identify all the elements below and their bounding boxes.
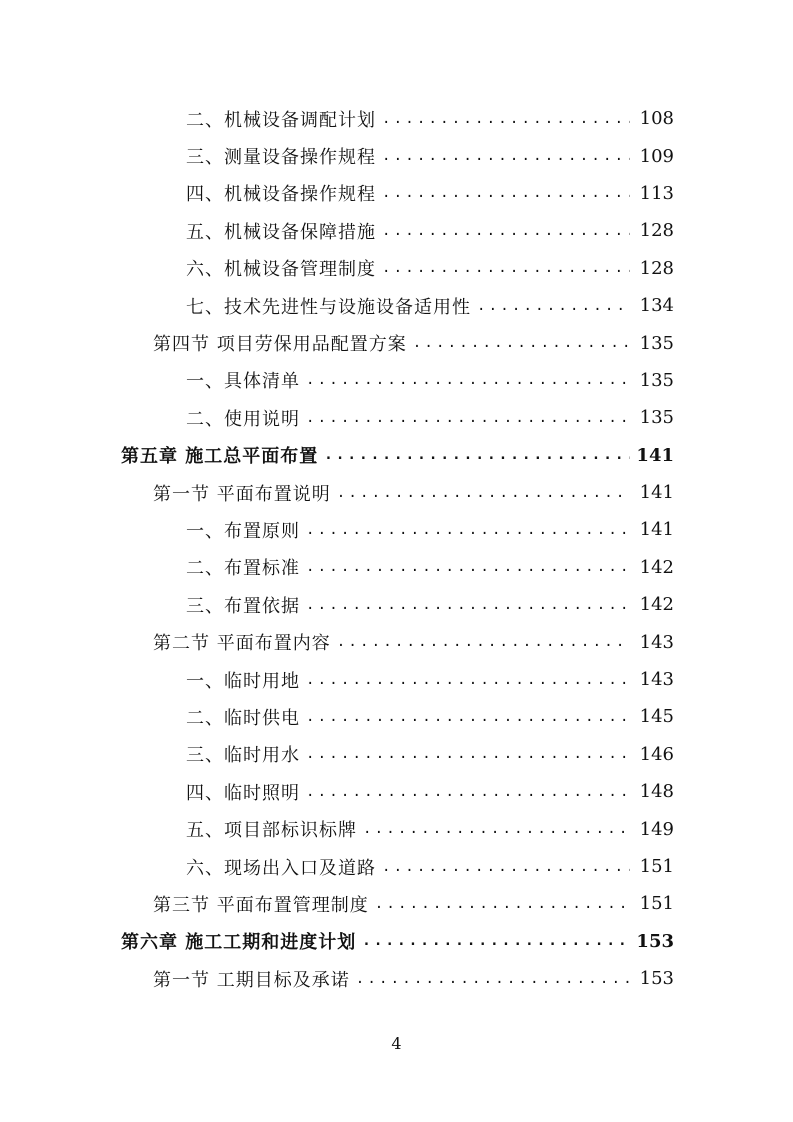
toc-section-page: 153 <box>639 968 674 990</box>
toc-section-page: 141 <box>639 482 674 504</box>
toc-leader-dots <box>382 185 630 201</box>
toc-section-page: 143 <box>639 631 674 653</box>
toc-chapter[interactable] <box>0 437 793 474</box>
toc-section[interactable] <box>0 623 793 660</box>
toc-leader-dots <box>306 784 630 800</box>
toc-entry[interactable] <box>0 586 793 623</box>
toc-entry-page: 146 <box>639 743 674 765</box>
toc-chapter-page: 153 <box>636 930 674 952</box>
toc-entry[interactable] <box>0 175 793 212</box>
toc-section-title: 第三节 平面布置管理制度 <box>153 894 369 916</box>
toc-chapter-title: 第六章 施工工期和进度计划 <box>121 932 357 954</box>
toc-entry-page: 108 <box>639 108 674 130</box>
toc-entry[interactable] <box>0 362 793 399</box>
toc-leader-dots <box>356 971 630 987</box>
toc-section-title: 第一节 工期目标及承诺 <box>153 969 350 991</box>
toc-entry[interactable] <box>0 848 793 885</box>
toc-entry-title: 五、项目部标识标牌 <box>186 820 357 842</box>
toc-section[interactable] <box>0 960 793 997</box>
toc-entry-page: 142 <box>639 556 674 578</box>
toc-leader-dots <box>306 709 630 725</box>
toc-entry-title: 一、具体清单 <box>186 371 300 393</box>
toc-section[interactable] <box>0 474 793 511</box>
toc-leader-dots <box>382 260 630 276</box>
toc-leader-dots <box>306 559 630 575</box>
toc-entry-page: 128 <box>639 257 674 279</box>
toc-entry-title: 五、机械设备保障措施 <box>186 221 376 243</box>
toc-entry[interactable] <box>0 137 793 174</box>
toc-leader-dots <box>382 148 630 164</box>
toc-entry-title: 二、使用说明 <box>186 408 300 430</box>
toc-entry-page: 143 <box>639 669 674 691</box>
toc-entry-page: 151 <box>639 856 674 877</box>
toc-entry-title: 二、机械设备调配计划 <box>186 109 376 131</box>
toc-entry-page: 149 <box>639 818 674 840</box>
toc-section-page: 135 <box>639 332 674 354</box>
toc-entry[interactable] <box>0 549 793 586</box>
toc-entry-page: 135 <box>639 369 674 391</box>
toc-entry-page: 148 <box>639 781 674 803</box>
toc-section-title: 第一节 平面布置说明 <box>153 483 331 505</box>
toc-section[interactable] <box>0 885 793 922</box>
toc-entry-title: 四、机械设备操作规程 <box>186 184 376 206</box>
toc-entry[interactable] <box>0 100 793 137</box>
toc-leader-dots <box>306 672 630 688</box>
toc-chapter[interactable] <box>0 923 793 960</box>
toc-entry-page: 113 <box>639 182 674 204</box>
toc-leader-dots <box>382 111 630 127</box>
toc-chapter-page: 141 <box>636 444 674 466</box>
toc-leader-dots <box>413 335 630 351</box>
toc-section-page: 151 <box>639 893 674 915</box>
toc-entry-title: 三、测量设备操作规程 <box>186 147 376 169</box>
page-number: 4 <box>391 1034 402 1053</box>
toc-entry-page: 145 <box>639 706 674 728</box>
toc-entry-page: 142 <box>639 594 674 616</box>
toc-leader-dots <box>477 298 630 314</box>
toc-entry-title: 四、临时照明 <box>186 782 300 804</box>
toc-entry[interactable] <box>0 773 793 810</box>
toc-entry-title: 七、技术先进性与设施设备适用性 <box>186 296 471 318</box>
toc-chapter-title: 第五章 施工总平面布置 <box>121 446 319 468</box>
toc-entry[interactable] <box>0 511 793 548</box>
toc-leader-dots <box>324 447 630 463</box>
toc-leader-dots <box>337 634 630 650</box>
toc-entry-title: 一、临时用地 <box>186 670 300 692</box>
toc-entry-page: 141 <box>639 519 674 541</box>
toc-leader-dots <box>362 933 630 949</box>
toc-section-title: 第四节 项目劳保用品配置方案 <box>153 334 407 356</box>
toc-section[interactable] <box>0 324 793 361</box>
toc-leader-dots <box>363 821 630 837</box>
toc-entry[interactable] <box>0 212 793 249</box>
toc-entry-title: 六、现场出入口及道路 <box>186 857 376 879</box>
toc-leader-dots <box>337 485 630 501</box>
toc-entry-page: 134 <box>639 295 674 317</box>
toc-entry-title: 一、布置原则 <box>186 520 300 542</box>
toc-entry-title: 三、布置依据 <box>186 595 300 617</box>
toc-leader-dots <box>306 372 630 388</box>
toc-entry[interactable] <box>0 287 793 324</box>
toc-entry-title: 二、布置标准 <box>186 558 300 580</box>
toc-entry[interactable] <box>0 399 793 436</box>
toc-leader-dots <box>375 896 630 912</box>
toc-entry-page: 109 <box>639 145 674 167</box>
toc-entry-page: 128 <box>639 220 674 242</box>
toc-entry-title: 三、临时用水 <box>186 745 300 767</box>
toc-entry-title: 二、临时供电 <box>186 707 300 729</box>
toc-entry[interactable] <box>0 661 793 698</box>
toc-leader-dots <box>382 223 630 239</box>
toc-leader-dots <box>306 522 630 538</box>
toc-leader-dots <box>306 746 630 762</box>
toc-entry[interactable] <box>0 250 793 287</box>
toc-entry-page: 135 <box>639 407 674 429</box>
toc-leader-dots <box>306 410 630 426</box>
table-of-contents <box>0 100 793 997</box>
toc-entry-title: 六、机械设备管理制度 <box>186 259 376 281</box>
toc-entry[interactable] <box>0 736 793 773</box>
toc-entry[interactable] <box>0 698 793 735</box>
toc-leader-dots <box>306 597 630 613</box>
toc-leader-dots <box>382 859 630 875</box>
toc-section-title: 第二节 平面布置内容 <box>153 633 331 655</box>
toc-entry[interactable] <box>0 810 793 847</box>
